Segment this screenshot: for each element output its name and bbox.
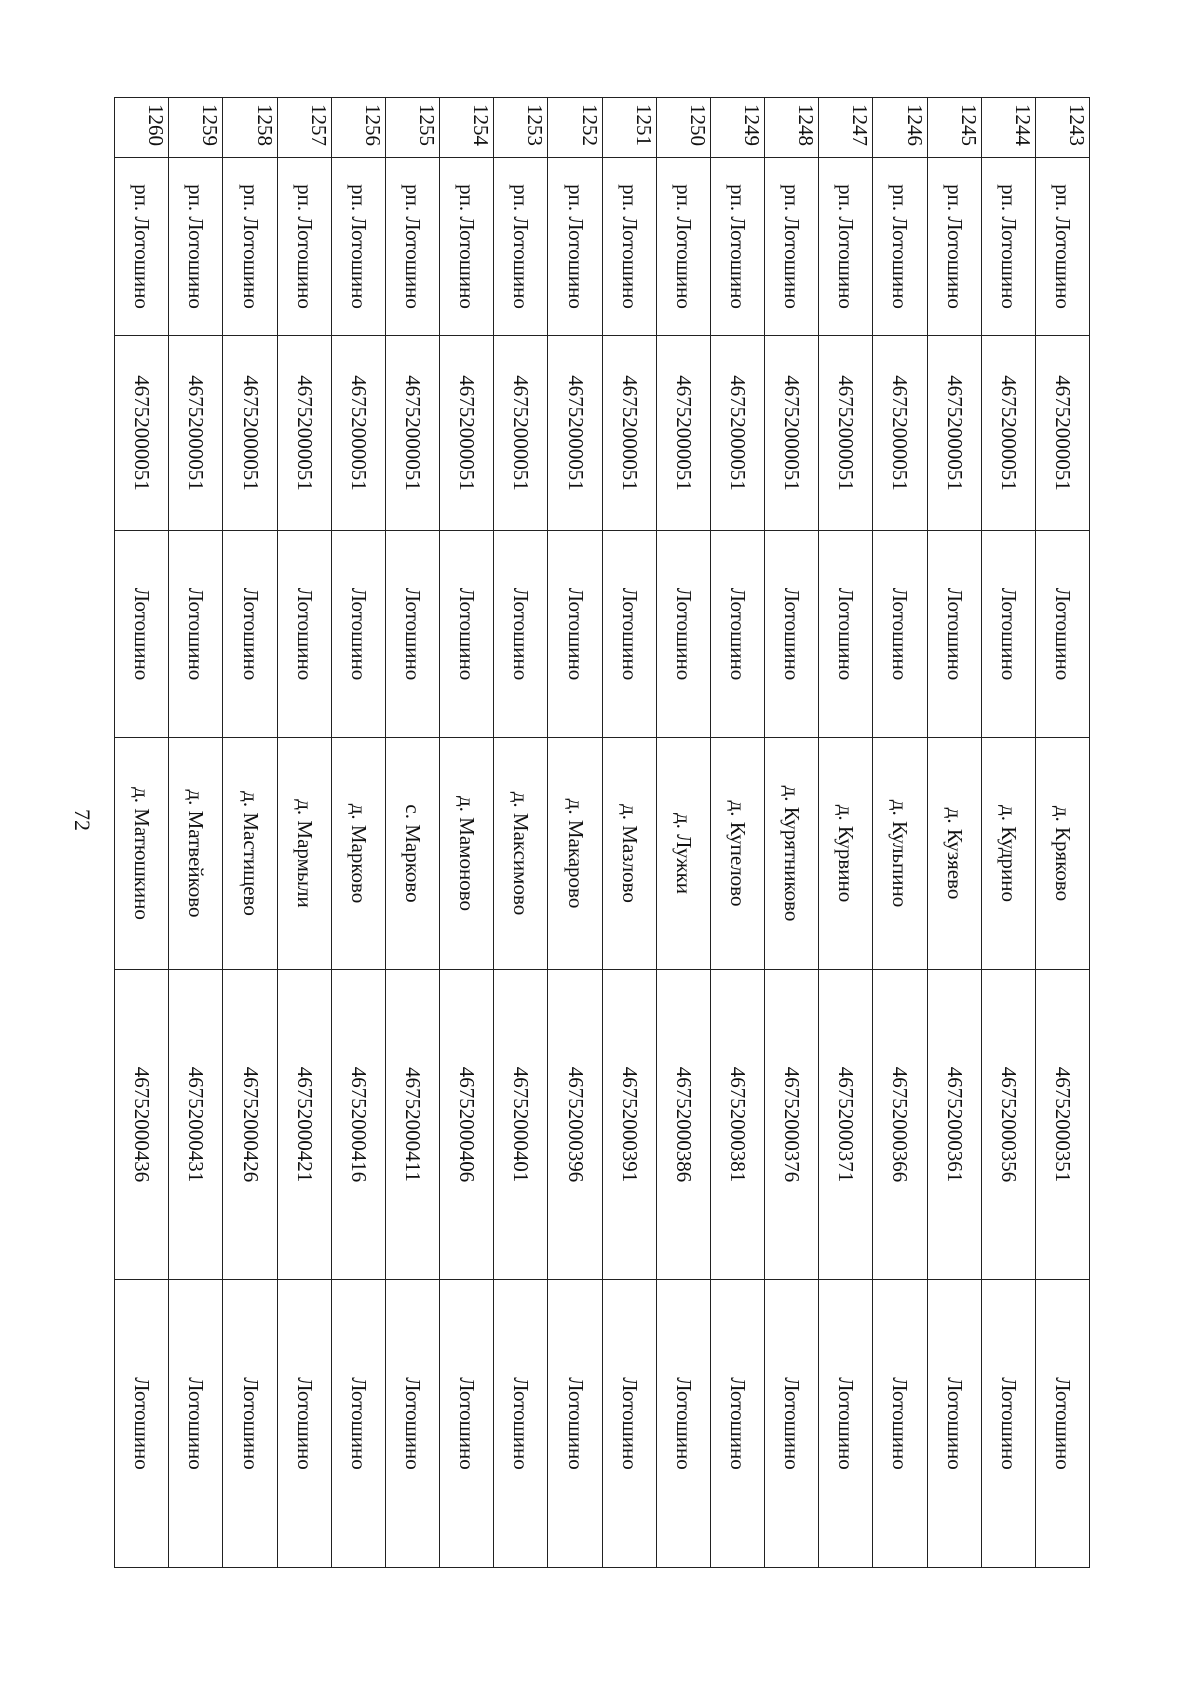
- district-cell: Лотошино: [277, 1280, 331, 1568]
- table-row: [169, 98, 223, 1568]
- row-number-cell: 1243: [1035, 98, 1089, 158]
- district-cell: Лотошино: [494, 1280, 548, 1568]
- table-row: [656, 98, 710, 1568]
- row-number-cell: 1258: [223, 98, 277, 158]
- locality-cell: д. Матвейково: [169, 738, 223, 970]
- row-number-cell: 1251: [602, 98, 656, 158]
- settlement-cell: рп. Лотошино: [710, 158, 764, 336]
- municipality-cell: Лотошино: [385, 531, 439, 738]
- municipality-cell: Лотошино: [873, 531, 927, 738]
- locality-cell: д. Макарово: [548, 738, 602, 970]
- settlement-cell: рп. Лотошино: [927, 158, 981, 336]
- locality-cell: д. Мамоново: [440, 738, 494, 970]
- page-number: 72: [70, 809, 95, 831]
- row-number-cell: 1248: [765, 98, 819, 158]
- table-row: [710, 98, 764, 1568]
- settlement-code-cell: 46752000051: [385, 336, 439, 531]
- district-cell: Лотошино: [927, 1280, 981, 1568]
- municipality-cell: Лотошино: [981, 531, 1035, 738]
- settlement-code-cell: 46752000051: [981, 336, 1035, 531]
- locality-cell: д. Кряково: [1035, 738, 1089, 970]
- registry-table-container: [114, 97, 1090, 1567]
- locality-cell: д. Марково: [331, 738, 385, 970]
- row-number-cell: 1256: [331, 98, 385, 158]
- locality-code-cell: 46752000416: [331, 970, 385, 1280]
- locality-code-cell: 46752000366: [873, 970, 927, 1280]
- district-cell: Лотошино: [223, 1280, 277, 1568]
- district-cell: Лотошино: [440, 1280, 494, 1568]
- district-cell: Лотошино: [548, 1280, 602, 1568]
- table-row: [873, 98, 927, 1568]
- settlement-cell: рп. Лотошино: [819, 158, 873, 336]
- settlement-cell: рп. Лотошино: [548, 158, 602, 336]
- district-cell: Лотошино: [819, 1280, 873, 1568]
- locality-code-cell: 46752000361: [927, 970, 981, 1280]
- locality-cell: с. Марково: [385, 738, 439, 970]
- row-number-cell: 1259: [169, 98, 223, 158]
- settlement-cell: рп. Лотошино: [873, 158, 927, 336]
- locality-cell: д. Мастищево: [223, 738, 277, 970]
- locality-code-cell: 46752000386: [656, 970, 710, 1280]
- locality-cell: д. Кудрино: [981, 738, 1035, 970]
- settlement-cell: рп. Лотошино: [1035, 158, 1089, 336]
- row-number-cell: 1252: [548, 98, 602, 158]
- locality-cell: д. Матюшкино: [115, 738, 169, 970]
- settlement-code-cell: 46752000051: [602, 336, 656, 531]
- settlement-code-cell: 46752000051: [765, 336, 819, 531]
- table-row: [1035, 98, 1089, 1568]
- row-number-cell: 1250: [656, 98, 710, 158]
- settlement-cell: рп. Лотошино: [981, 158, 1035, 336]
- district-cell: Лотошино: [765, 1280, 819, 1568]
- locality-code-cell: 46752000401: [494, 970, 548, 1280]
- locality-code-cell: 46752000381: [710, 970, 764, 1280]
- settlement-cell: рп. Лотошино: [440, 158, 494, 336]
- settlement-code-cell: 46752000051: [440, 336, 494, 531]
- row-number-cell: 1253: [494, 98, 548, 158]
- table-row: [981, 98, 1035, 1568]
- row-number-cell: 1249: [710, 98, 764, 158]
- locality-cell: д. Мармыли: [277, 738, 331, 970]
- settlement-cell: рп. Лотошино: [656, 158, 710, 336]
- settlement-code-cell: 46752000051: [710, 336, 764, 531]
- table-row: [385, 98, 439, 1568]
- locality-code-cell: 46752000356: [981, 970, 1035, 1280]
- locality-code-cell: 46752000426: [223, 970, 277, 1280]
- district-cell: Лотошино: [602, 1280, 656, 1568]
- municipality-cell: Лотошино: [169, 531, 223, 738]
- settlement-cell: рп. Лотошино: [115, 158, 169, 336]
- registry-table-body: [115, 98, 1090, 1568]
- row-number-cell: 1245: [927, 98, 981, 158]
- settlement-code-cell: 46752000051: [1035, 336, 1089, 531]
- table-row: [927, 98, 981, 1568]
- table-row: [223, 98, 277, 1568]
- locality-cell: д. Лужки: [656, 738, 710, 970]
- settlement-code-cell: 46752000051: [494, 336, 548, 531]
- municipality-cell: Лотошино: [223, 531, 277, 738]
- locality-code-cell: 46752000396: [548, 970, 602, 1280]
- district-cell: Лотошино: [115, 1280, 169, 1568]
- table-row: [494, 98, 548, 1568]
- settlement-code-cell: 46752000051: [927, 336, 981, 531]
- settlement-code-cell: 46752000051: [819, 336, 873, 531]
- settlement-cell: рп. Лотошино: [277, 158, 331, 336]
- district-cell: Лотошино: [656, 1280, 710, 1568]
- locality-code-cell: 46752000436: [115, 970, 169, 1280]
- row-number-cell: 1255: [385, 98, 439, 158]
- settlement-code-cell: 46752000051: [277, 336, 331, 531]
- table-row: [440, 98, 494, 1568]
- settlement-cell: рп. Лотошино: [169, 158, 223, 336]
- locality-code-cell: 46752000431: [169, 970, 223, 1280]
- settlement-cell: рп. Лотошино: [385, 158, 439, 336]
- municipality-cell: Лотошино: [115, 531, 169, 738]
- municipality-cell: Лотошино: [602, 531, 656, 738]
- district-cell: Лотошино: [710, 1280, 764, 1568]
- locality-cell: д. Курвино: [819, 738, 873, 970]
- settlement-code-cell: 46752000051: [169, 336, 223, 531]
- municipality-cell: Лотошино: [440, 531, 494, 738]
- municipality-cell: Лотошино: [548, 531, 602, 738]
- district-cell: Лотошино: [331, 1280, 385, 1568]
- registry-table: [114, 97, 1090, 1568]
- row-number-cell: 1260: [115, 98, 169, 158]
- municipality-cell: Лотошино: [927, 531, 981, 738]
- table-row: [277, 98, 331, 1568]
- municipality-cell: Лотошино: [765, 531, 819, 738]
- municipality-cell: Лотошино: [1035, 531, 1089, 738]
- district-cell: Лотошино: [1035, 1280, 1089, 1568]
- municipality-cell: Лотошино: [277, 531, 331, 738]
- district-cell: Лотошино: [873, 1280, 927, 1568]
- table-row: [602, 98, 656, 1568]
- municipality-cell: Лотошино: [710, 531, 764, 738]
- locality-cell: д. Кузяево: [927, 738, 981, 970]
- locality-cell: д. Купелово: [710, 738, 764, 970]
- table-row: [115, 98, 169, 1568]
- locality-code-cell: 46752000421: [277, 970, 331, 1280]
- settlement-cell: рп. Лотошино: [331, 158, 385, 336]
- municipality-cell: Лотошино: [819, 531, 873, 738]
- settlement-cell: рп. Лотошино: [494, 158, 548, 336]
- row-number-cell: 1257: [277, 98, 331, 158]
- locality-cell: д. Кульпино: [873, 738, 927, 970]
- locality-code-cell: 46752000371: [819, 970, 873, 1280]
- row-number-cell: 1246: [873, 98, 927, 158]
- settlement-code-cell: 46752000051: [656, 336, 710, 531]
- settlement-code-cell: 46752000051: [331, 336, 385, 531]
- settlement-code-cell: 46752000051: [548, 336, 602, 531]
- municipality-cell: Лотошино: [494, 531, 548, 738]
- row-number-cell: 1247: [819, 98, 873, 158]
- table-row: [819, 98, 873, 1568]
- settlement-code-cell: 46752000051: [223, 336, 277, 531]
- locality-code-cell: 46752000406: [440, 970, 494, 1280]
- row-number-cell: 1244: [981, 98, 1035, 158]
- row-number-cell: 1254: [440, 98, 494, 158]
- table-row: [765, 98, 819, 1568]
- table-row: [548, 98, 602, 1568]
- locality-cell: д. Мазлово: [602, 738, 656, 970]
- municipality-cell: Лотошино: [331, 531, 385, 738]
- district-cell: Лотошино: [169, 1280, 223, 1568]
- municipality-cell: Лотошино: [656, 531, 710, 738]
- district-cell: Лотошино: [385, 1280, 439, 1568]
- locality-code-cell: 46752000411: [385, 970, 439, 1280]
- locality-code-cell: 46752000376: [765, 970, 819, 1280]
- registry-table-rotated: [114, 97, 1090, 1567]
- district-cell: Лотошино: [981, 1280, 1035, 1568]
- settlement-cell: рп. Лотошино: [223, 158, 277, 336]
- settlement-code-cell: 46752000051: [873, 336, 927, 531]
- locality-cell: д. Максимово: [494, 738, 548, 970]
- settlement-cell: рп. Лотошино: [765, 158, 819, 336]
- locality-cell: д. Курятниково: [765, 738, 819, 970]
- settlement-cell: рп. Лотошино: [602, 158, 656, 336]
- settlement-code-cell: 46752000051: [115, 336, 169, 531]
- table-row: [331, 98, 385, 1568]
- locality-code-cell: 46752000351: [1035, 970, 1089, 1280]
- locality-code-cell: 46752000391: [602, 970, 656, 1280]
